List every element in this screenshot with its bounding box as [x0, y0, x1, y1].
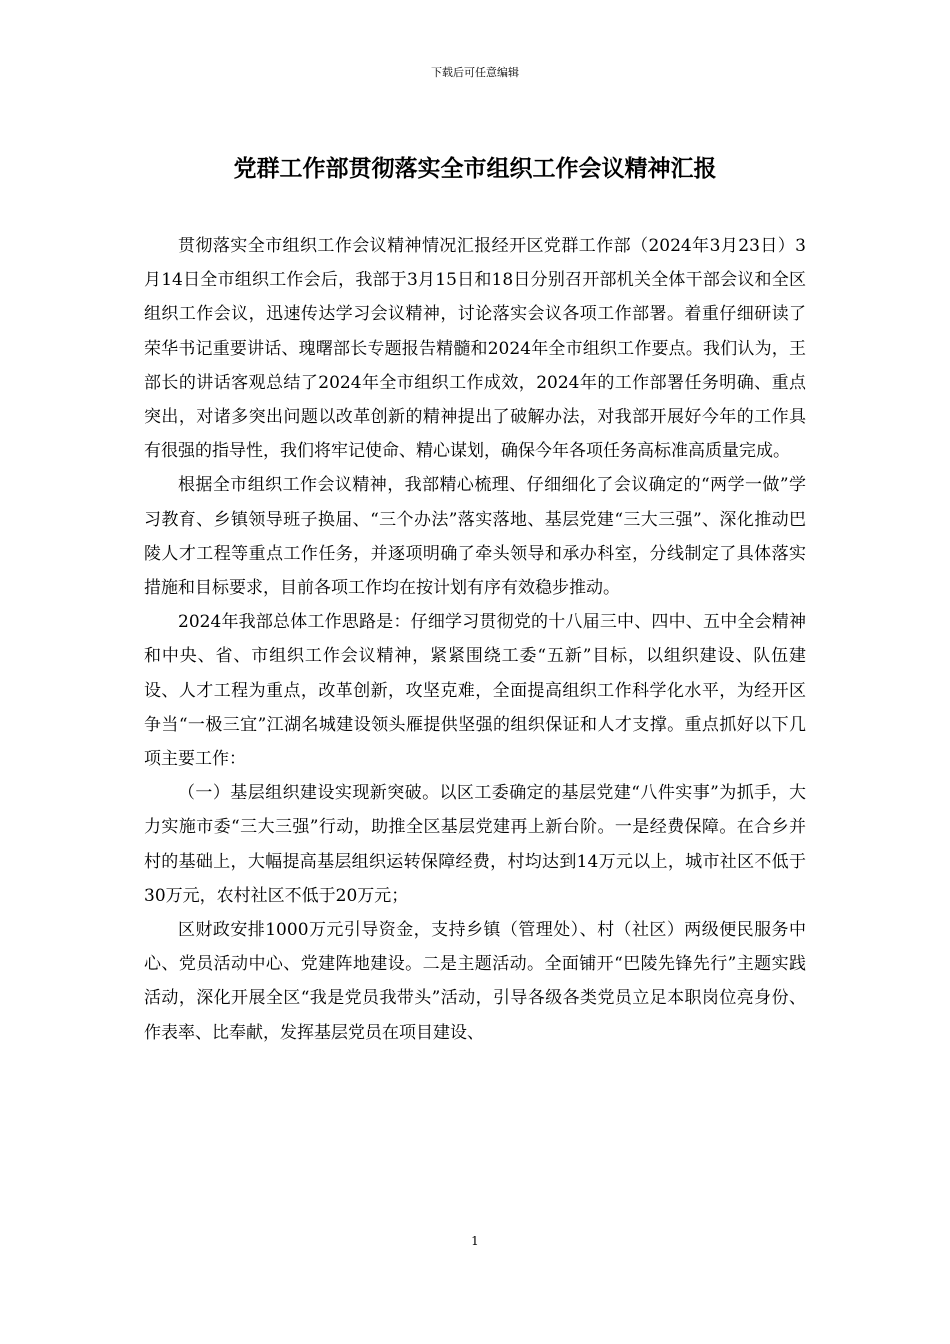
document-body: [144, 229, 806, 1050]
page-number: 1: [471, 1234, 479, 1248]
document-title: 党群工作部贯彻落实全市组织工作会议精神汇报: [233, 156, 717, 182]
paragraph-1: 贯彻落实全市组织工作会议精神情况汇报经开区党群工作部（2024年3月23日）3月14日全市组织工作会后，我部于3月15日和18日分别召开部机关全体干部会议和全区组织工作会议，迅速传达学习会议精神，讨论落实会议各项工作部署。着重仔细研读了荣华书记重要讲话、瑰曙部长专题报告精髓和2024年全市组织工作要点。我们认为，王部长的讲话客观总结了2024年全市组织工作成效，2024年的工作部署任务明确、重点突出，对诸多突出问题以改革创新的精神提出了破解办法，对我部开展好今年的工作具有很强的指导性，我们将牢记使命、精心谋划，确保今年各项任务高标准高质量完成。: [144, 236, 806, 462]
paragraph-4: （一）基层组织建设实现新突破。以区工委确定的基层党建“八件实事”为抓手，大力实施市委“三大三强”行动，助推全区基层党建再上新台阶。一是经费保障。在合乡并村的基础上，大幅提高基层组织运转保障经费，村均达到14万元以上，城市社区不低于30万元，农村社区不低于20万元；: [144, 783, 806, 906]
page-header-note: 下载后可任意编辑: [431, 66, 519, 79]
paragraph-2: 根据全市组织工作会议精神，我部精心梳理、仔细细化了会议确定的“两学一做”学习教育、乡镇领导班子换届、“三个办法”落实落地、基层党建“三大三强”、深化推动巴陵人才工程等重点工作任务，并逐项明确了牵头领导和承办科室，分线制定了具体落实措施和目标要求，目前各项工作均在按计划有序有效稳步推动。: [144, 475, 806, 599]
paragraph-3: 2024年我部总体工作思路是：仔细学习贯彻党的十八届三中、四中、五中全会精神和中央、省、市组织工作会议精神，紧紧围绕工委“五新”目标，以组织建设、队伍建设、人才工程为重点，改革创新，攻坚克难，全面提高组织工作科学化水平，为经开区争当“一极三宜”江湖名城建设领头雁提供坚强的组织保证和人才支撑。重点抓好以下几项主要工作：: [144, 612, 806, 770]
paragraph-5: 区财政安排1000万元引导资金，支持乡镇（管理处）、村（社区）两级便民服务中心、党员活动中心、党建阵地建设。二是主题活动。全面铺开“巴陵先锋先行”主题实践活动，深化开展全区“我是党员我带头”活动，引导各级各类党员立足本职岗位亮身份、作表率、比奉献，发挥基层党员在项目建设、: [144, 920, 806, 1043]
